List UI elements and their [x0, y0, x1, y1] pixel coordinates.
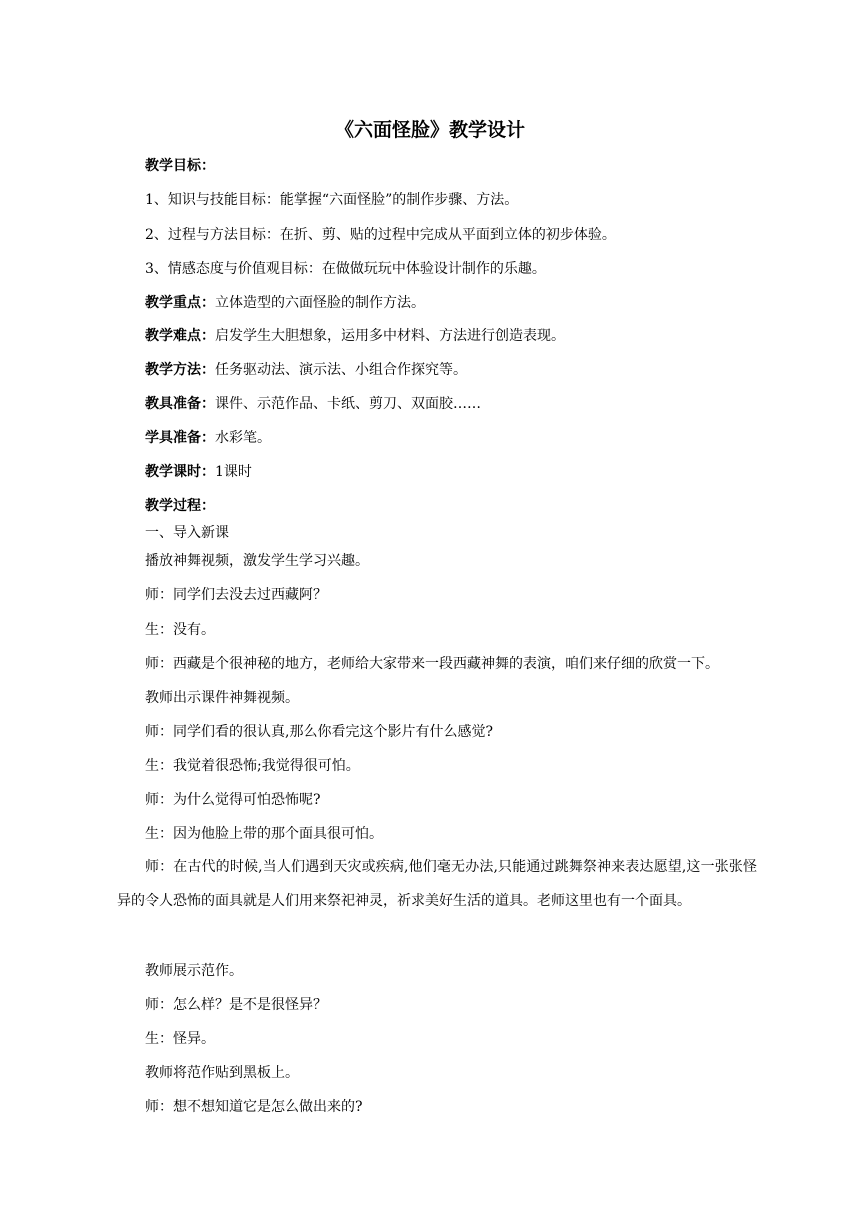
dialogue-line: 生：没有。	[145, 622, 215, 638]
dialogue-line: 生：因为他脸上带的那个面具很可怕。	[145, 826, 383, 842]
objective-1: 1、知识与技能目标：能掌握“六面怪脸”的制作步骤、方法。	[145, 192, 519, 208]
explanation-paragraph: 师：在古代的时候,当人们遇到天灾或疾病,他们毫无办法,只能通过跳舞祭神来表达愿望,这一张张怪异的令人恐怖的面具就是人们用来祭祀神灵，祈求美好生活的道具。老师这里也有一个面具。	[117, 859, 757, 909]
objective-2: 2、过程与方法目标：在折、剪、贴的过程中完成从平面到立体的初步体验。	[145, 227, 616, 243]
dialogue-line: 师：西藏是个很神秘的地方，老师给大家带来一段西藏神舞的表演，咱们来仔细的欣赏一下。	[145, 656, 719, 672]
dialogue-line: 师：想不想知道它是怎么做出来的?	[145, 1099, 363, 1115]
dialogue-line: 师：怎么样？是不是很怪异？	[145, 997, 327, 1013]
field-student-materials: 学具准备：水彩笔。	[145, 430, 271, 446]
field-teaching-aids: 教具准备：课件、示范作品、卡纸、剪刀、双面胶……	[145, 396, 481, 412]
dialogue-line: 教师将范作贴到黑板上。	[145, 1065, 299, 1081]
dialogue-line: 师：为什么觉得可怕恐怖呢?	[145, 792, 321, 808]
field-difficulties: 教学难点：启发学生大胆想象，运用多中材料、方法进行创造表现。	[145, 328, 565, 344]
dialogue-line: 师：同学们去没去过西藏阿？	[145, 587, 327, 603]
field-class-hours: 教学课时：1课时	[145, 464, 252, 480]
dialogue-line: 生：我觉着很恐怖;我觉得很可怕。	[145, 758, 360, 774]
dialogue-line: 师：同学们看的很认真,那么你看完这个影片有什么感觉?	[145, 724, 493, 740]
process-heading: 教学过程：	[145, 498, 215, 514]
dialogue-line: 教师展示范作。	[145, 963, 243, 979]
dialogue-line: 生：怪异。	[145, 1031, 215, 1047]
field-key-points: 教学重点：立体造型的六面怪脸的制作方法。	[145, 295, 425, 311]
dialogue-line: 播放神舞视频，激发学生学习兴趣。	[145, 553, 369, 569]
objectives-heading: 教学目标：	[145, 158, 215, 174]
section-1-heading: 一、导入新课	[145, 525, 229, 541]
document-title: 《六面怪脸》教学设计	[334, 119, 525, 141]
field-methods: 教学方法：任务驱动法、演示法、小组合作探究等。	[145, 362, 467, 378]
objective-3: 3、情感态度与价值观目标：在做做玩玩中体验设计制作的乐趣。	[145, 261, 546, 277]
dialogue-line: 教师出示课件神舞视频。	[145, 690, 299, 706]
